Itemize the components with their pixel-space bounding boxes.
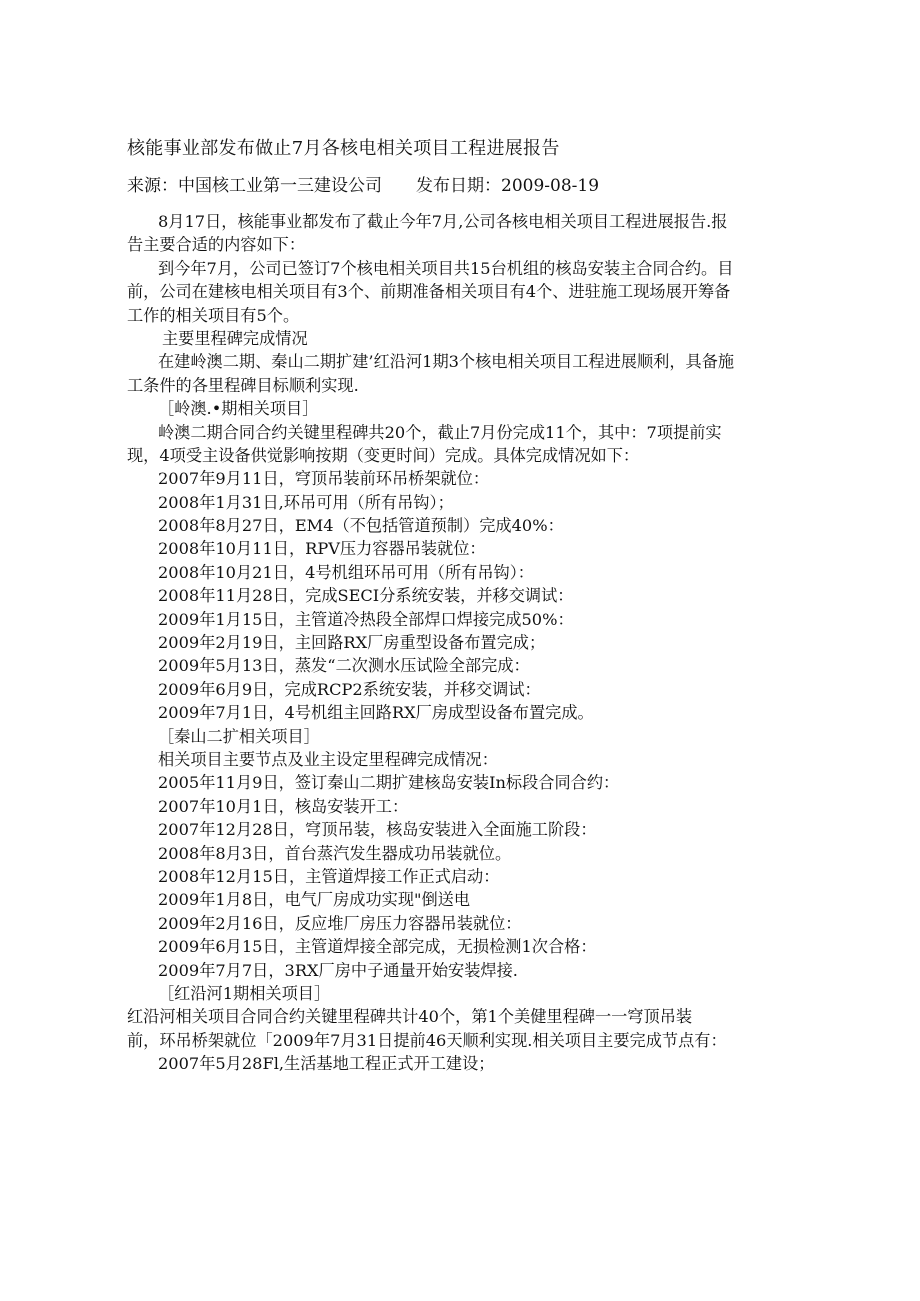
milestone-item: 2009年6月9日，完成RCP2系统安装，并移交调试： <box>158 679 541 699</box>
milestone-item: 2008年12月15日，主管道焊接工作正式启动： <box>158 866 500 886</box>
milestone-item: 2009年7月7日，3RX厂房中子通量开始安装焊接. <box>158 960 518 980</box>
body-line: 前，环吊桥架就位「2009年7月31日提前46天顺利实现.相关项目主要完成节点有： <box>127 1030 727 1050</box>
body-line: 工条件的各里程碑目标顺利实现. <box>127 375 359 395</box>
milestone-item: 2009年7月1日，4号机组主回路RX厂房成型设备布置完成。 <box>158 703 594 723</box>
section-heading: ［红沿河1期相关项目］ <box>158 983 331 1003</box>
milestone-item: 2007年5月28Fl,生活基地工程正式开工建设； <box>158 1054 495 1074</box>
milestone-item: 2008年11月28日，完成SECI分系统安装，并移交调试： <box>158 586 574 606</box>
body-line: 前，公司在建核电相关项目有3个、前期准备相关项目有4个、进驻施工现场展开筹备 <box>127 282 731 302</box>
milestone-item: 2008年8月3日，首台蒸汽发生器成功吊装就位。 <box>158 843 512 863</box>
body-line: 现，4项受主设备供觉影响按期（变更时间）完成。具体完成情况如下： <box>127 445 640 465</box>
body-line: 工作的相关项目有5个。 <box>127 305 300 325</box>
body-line: 红沿河相关项目合同合约关键里程碑共计40个，第1个美健里程碑一一穹顶吊装 <box>127 1007 693 1027</box>
milestone-item: 2009年2月16日，反应堆厂房压力容器吊装就位： <box>158 913 522 933</box>
milestone-item: 2008年10月11日，RPV压力容器吊装就位： <box>158 539 486 559</box>
source-line <box>127 171 599 196</box>
body-line: 到今年7月，公司已签订7个核电相关项目共15台机组的核岛安装主合同合约。目 <box>158 258 734 278</box>
document-body <box>127 210 827 1075</box>
document-title: 核能事业部发布做止7月各核电相关项目工程进展报告 <box>127 138 560 159</box>
section-heading: ［岭澳.•期相关项目］ <box>158 399 319 419</box>
milestone-item: 2005年11月9日，签订秦山二期扩建核岛安装In标段合同合约： <box>158 773 620 793</box>
milestone-item: 2009年2月19日，主回路RX厂房重型设备布置完成； <box>158 633 546 653</box>
body-line: 告主要合适的内容如下： <box>127 235 306 255</box>
body-line: 岭澳二期合同合约关键里程碑共20个，截止7月份完成11个，其中：7项提前实 <box>158 422 722 442</box>
section-heading: 主要里程碑完成情况 <box>162 328 308 348</box>
milestone-item: 2008年8月27日，EM4（不包括管道预制）完成40%： <box>158 516 564 536</box>
section-heading: ［秦山二扩相关项目］ <box>158 726 320 746</box>
milestone-item: 2007年12月28日，穹顶吊装，核岛安装进入全面施工阶段： <box>158 820 597 840</box>
milestone-item: 2008年10月21日，4号机组环吊可用（所有吊钩）： <box>158 562 534 582</box>
milestone-item: 2009年6月15日，主管道焊接全部完成，无损检测1次合格： <box>158 937 597 957</box>
publish-date: 发布日期：2009-08-19 <box>416 176 600 196</box>
milestone-item: 2008年1月31日,环吊可用（所有吊钩）； <box>158 492 454 512</box>
milestone-item: 2009年1月8日，电气厂房成功实现"倒送电 <box>158 890 471 910</box>
body-line: 在建岭澳二期、秦山二期扩建’红沿河1期3个核电相关项目工程进展顺利，具备施 <box>158 352 735 372</box>
body-line: 相关项目主要节点及业主设定里程碑完成情况： <box>158 749 498 769</box>
body-line: 8月17日，核能事业都发布了截止今年7月,公司各核电相关项目工程进展报告.报 <box>158 212 728 231</box>
milestone-item: 2009年5月13日，蒸发“二次测水压试险全部完成： <box>158 656 530 676</box>
milestone-item: 2007年10月1日，核岛安装开工： <box>158 796 409 816</box>
milestone-item: 2009年1月15日，主管道冷热段全部焊口焊接完成50%： <box>158 609 574 629</box>
milestone-item: 2007年9月11日，穹顶吊装前环吊桥架就位： <box>158 469 490 489</box>
source-label: 来源：中国核工业第一三建设公司 <box>127 176 382 196</box>
